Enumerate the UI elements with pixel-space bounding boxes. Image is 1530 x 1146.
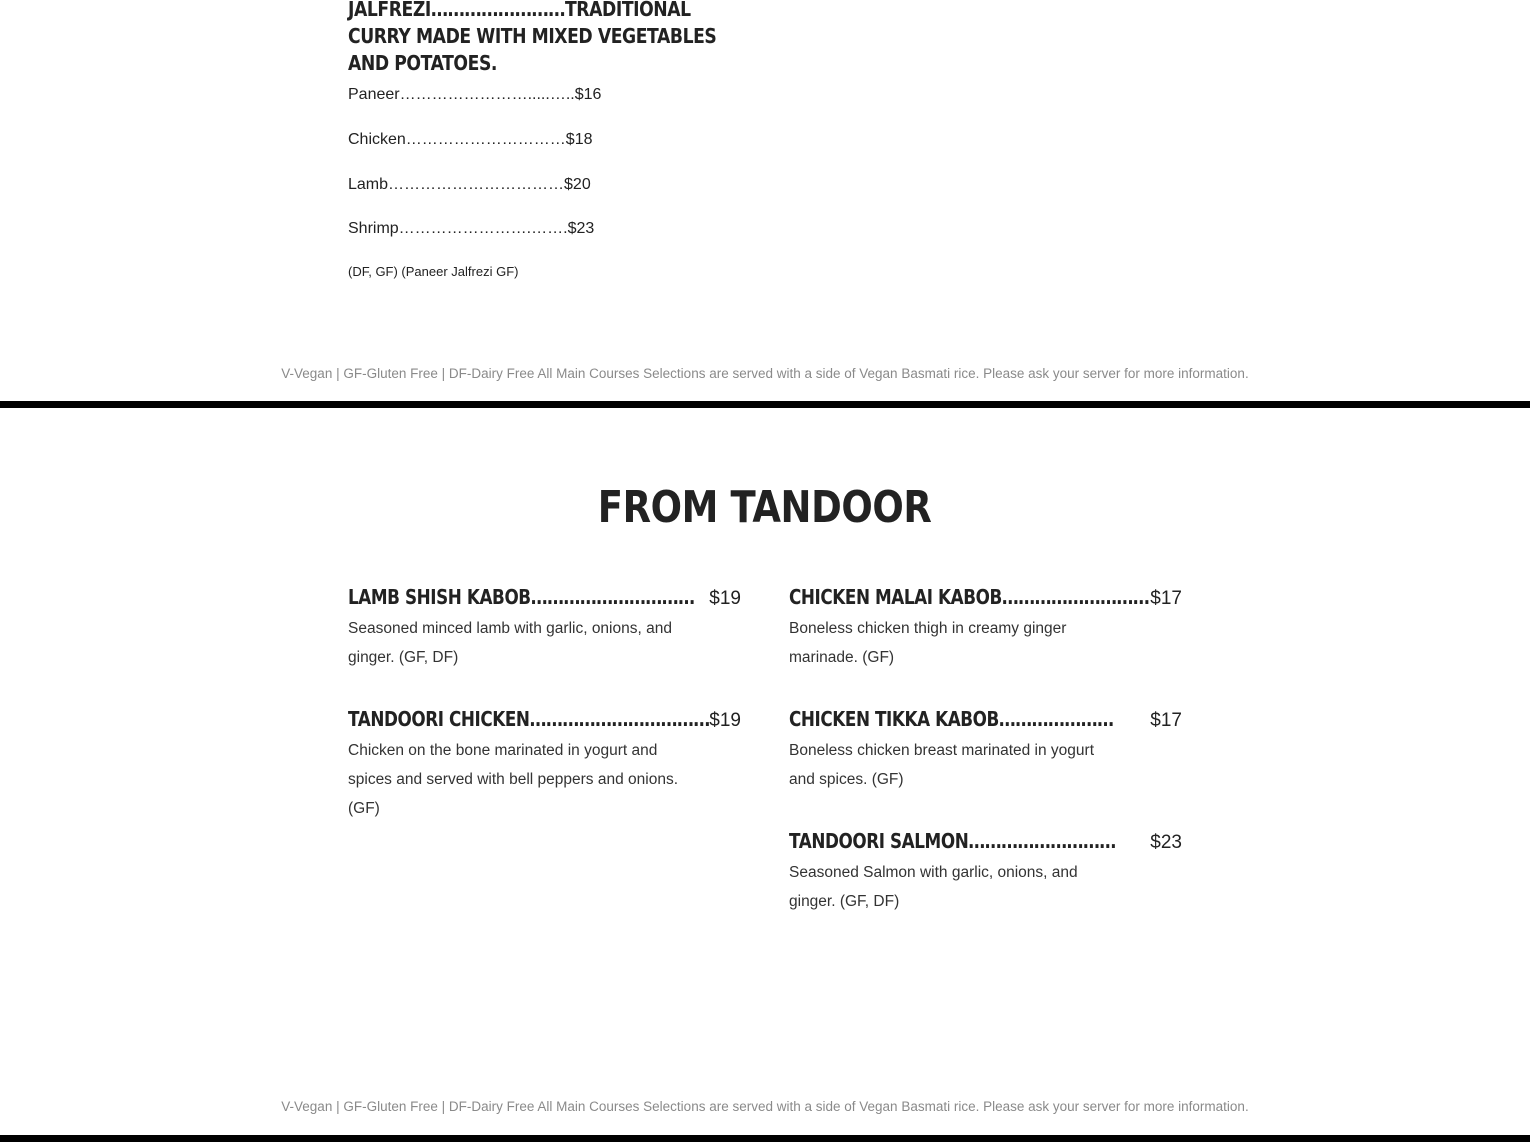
item-name: CHICKEN MALAI KABOB……………………… [789,585,1150,609]
item-name: TANDOORI SALMON……………………… [789,829,1116,853]
item-description: Boneless chicken breast marinated in yogurt and spices. (GF) [789,742,1094,788]
section-divider [0,401,1530,408]
item-price: $17 [1150,588,1182,609]
section-divider-bottom [0,1135,1530,1142]
item-description: Boneless chicken thigh in creamy ginger marinade. (GF) [789,620,1067,666]
item-description: Seasoned minced lamb with garlic, onions, and ginger. (GF, DF) [348,620,672,666]
item-description: Seasoned Salmon with garlic, onions, and ginger. (GF, DF) [789,864,1078,910]
section-title-text: FROM TANDOOR [598,482,932,533]
jalfrezi-dietary-note: (DF, GF) (Paneer Jalfrezi GF) [348,264,519,279]
item-name: CHICKEN TIKKA KABOB………………… [789,707,1114,731]
jalfrezi-price-lamb: Lamb……………………………$20 [348,176,591,193]
dietary-footnote-bottom: V-Vegan | GF-Gluten Free | DF-Dairy Free All Main Courses Selections are served with a side of Vegan Basmati rice. Please ask your server for more information. [281,1099,1249,1114]
jalfrezi-price-paneer: Paneer…………………….....…..$16 [348,86,602,103]
item-name: TANDOORI CHICKEN…………………………… [348,707,710,731]
item-name: LAMB SHISH KABOB………………………… [348,585,695,609]
jalfrezi-price-shrimp: Shrimp…………………….…….$23 [348,220,595,237]
dietary-footnote: V-Vegan | GF-Gluten Free | DF-Dairy Free All Main Courses Selections are served with a side of Vegan Basmati rice. Please ask your server for more information. [281,366,1249,381]
item-price: $19 [709,588,741,609]
item-price: $17 [1150,710,1182,731]
jalfrezi-price-chicken: Chicken…………………………$18 [348,131,593,148]
item-description: Chicken on the bone marinated in yogurt and spices and served with bell peppers and onions. (GF) [348,742,679,817]
item-price: $23 [1150,832,1182,853]
section-title-from-tandoor [0,480,1530,536]
item-price: $19 [709,710,741,731]
jalfrezi-heading: JALFREZI……………………TRADITIONAL CURRY MADE WITH MIXED VEGETABLES AND POTATOES. [348,0,717,75]
